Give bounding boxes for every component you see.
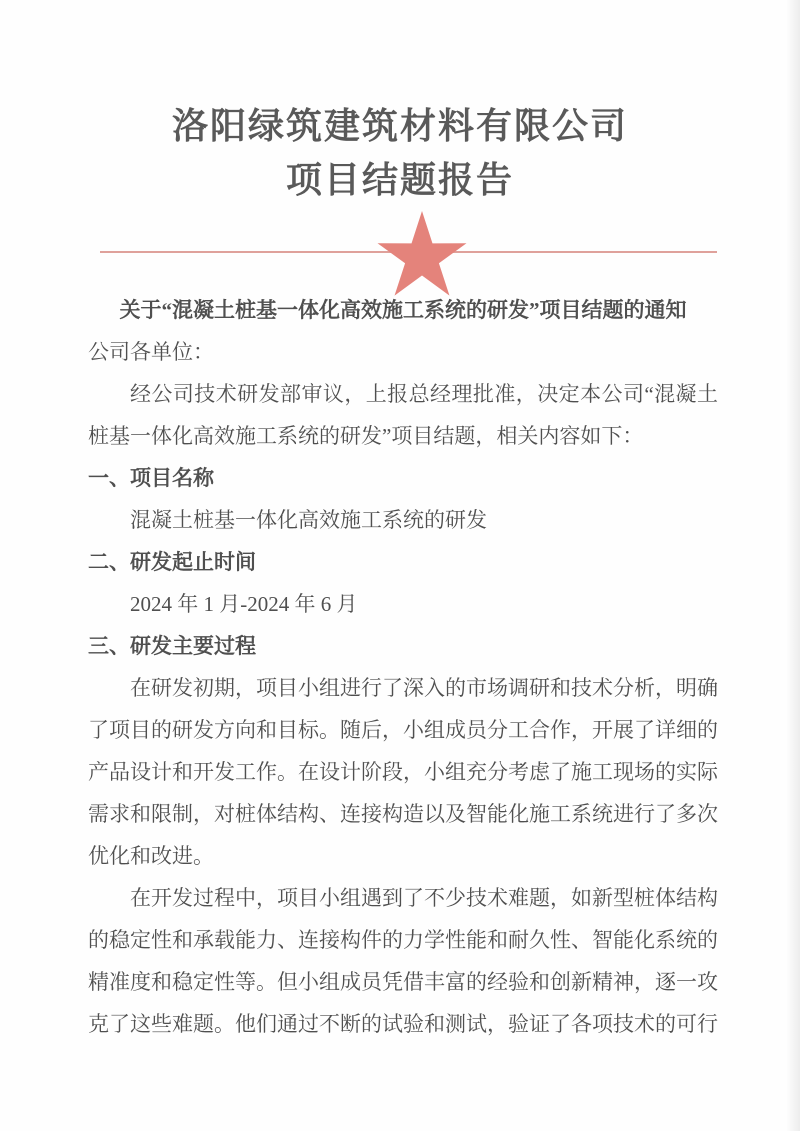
section-2-paragraph: 2024 年 1 月-2024 年 6 月 [130,592,358,616]
section-3-paragraph-1: 在研发初期，项目小组进行了深入的市场调研和技术分析，明确了项目的研发方向和目标。随后，小组成员分工合作，开展了详细的产品设计和开发工作。在设计阶段，小组充分考虑了施工现场的实际需求和限制，对桩体结构、连接构造以及智能化施工系统进行了多次优化和改进。 [88,676,718,868]
section-3-paragraph-2: 在开发过程中，项目小组遇到了不少技术难题，如新型桩体结构的稳定性和承载能力、连接构件的力学性能和耐久性、智能化系统的精准度和稳定性等。但小组成员凭借丰富的经验和创新精神，逐一攻克了这些难题。他们通过不断的试验和测试，验证了各项技术的可行 [88,886,718,1036]
red-star-icon [373,211,471,297]
company-name: 洛阳绿筑建筑材料有限公司 [171,106,628,146]
notice-heading: 关于“混凝土桩基一体化高效施工系统的研发”项目结题的通知 [119,298,687,322]
section-1-paragraph: 混凝土桩基一体化高效施工系统的研发 [130,508,487,532]
document-body [88,289,718,1045]
section-3-heading: 三、研发主要过程 [88,634,256,658]
salutation: 公司各单位： [88,340,214,364]
intro-paragraph: 经公司技术研发部审议，上报总经理批准，决定本公司“混凝土桩基一体化高效施工系统的研发”项目结题，相关内容如下： [88,382,718,448]
section-2-heading: 二、研发起止时间 [88,550,256,574]
section-1-heading: 一、项目名称 [88,466,214,490]
report-title: 项目结题报告 [285,160,514,200]
document-title [0,99,800,207]
